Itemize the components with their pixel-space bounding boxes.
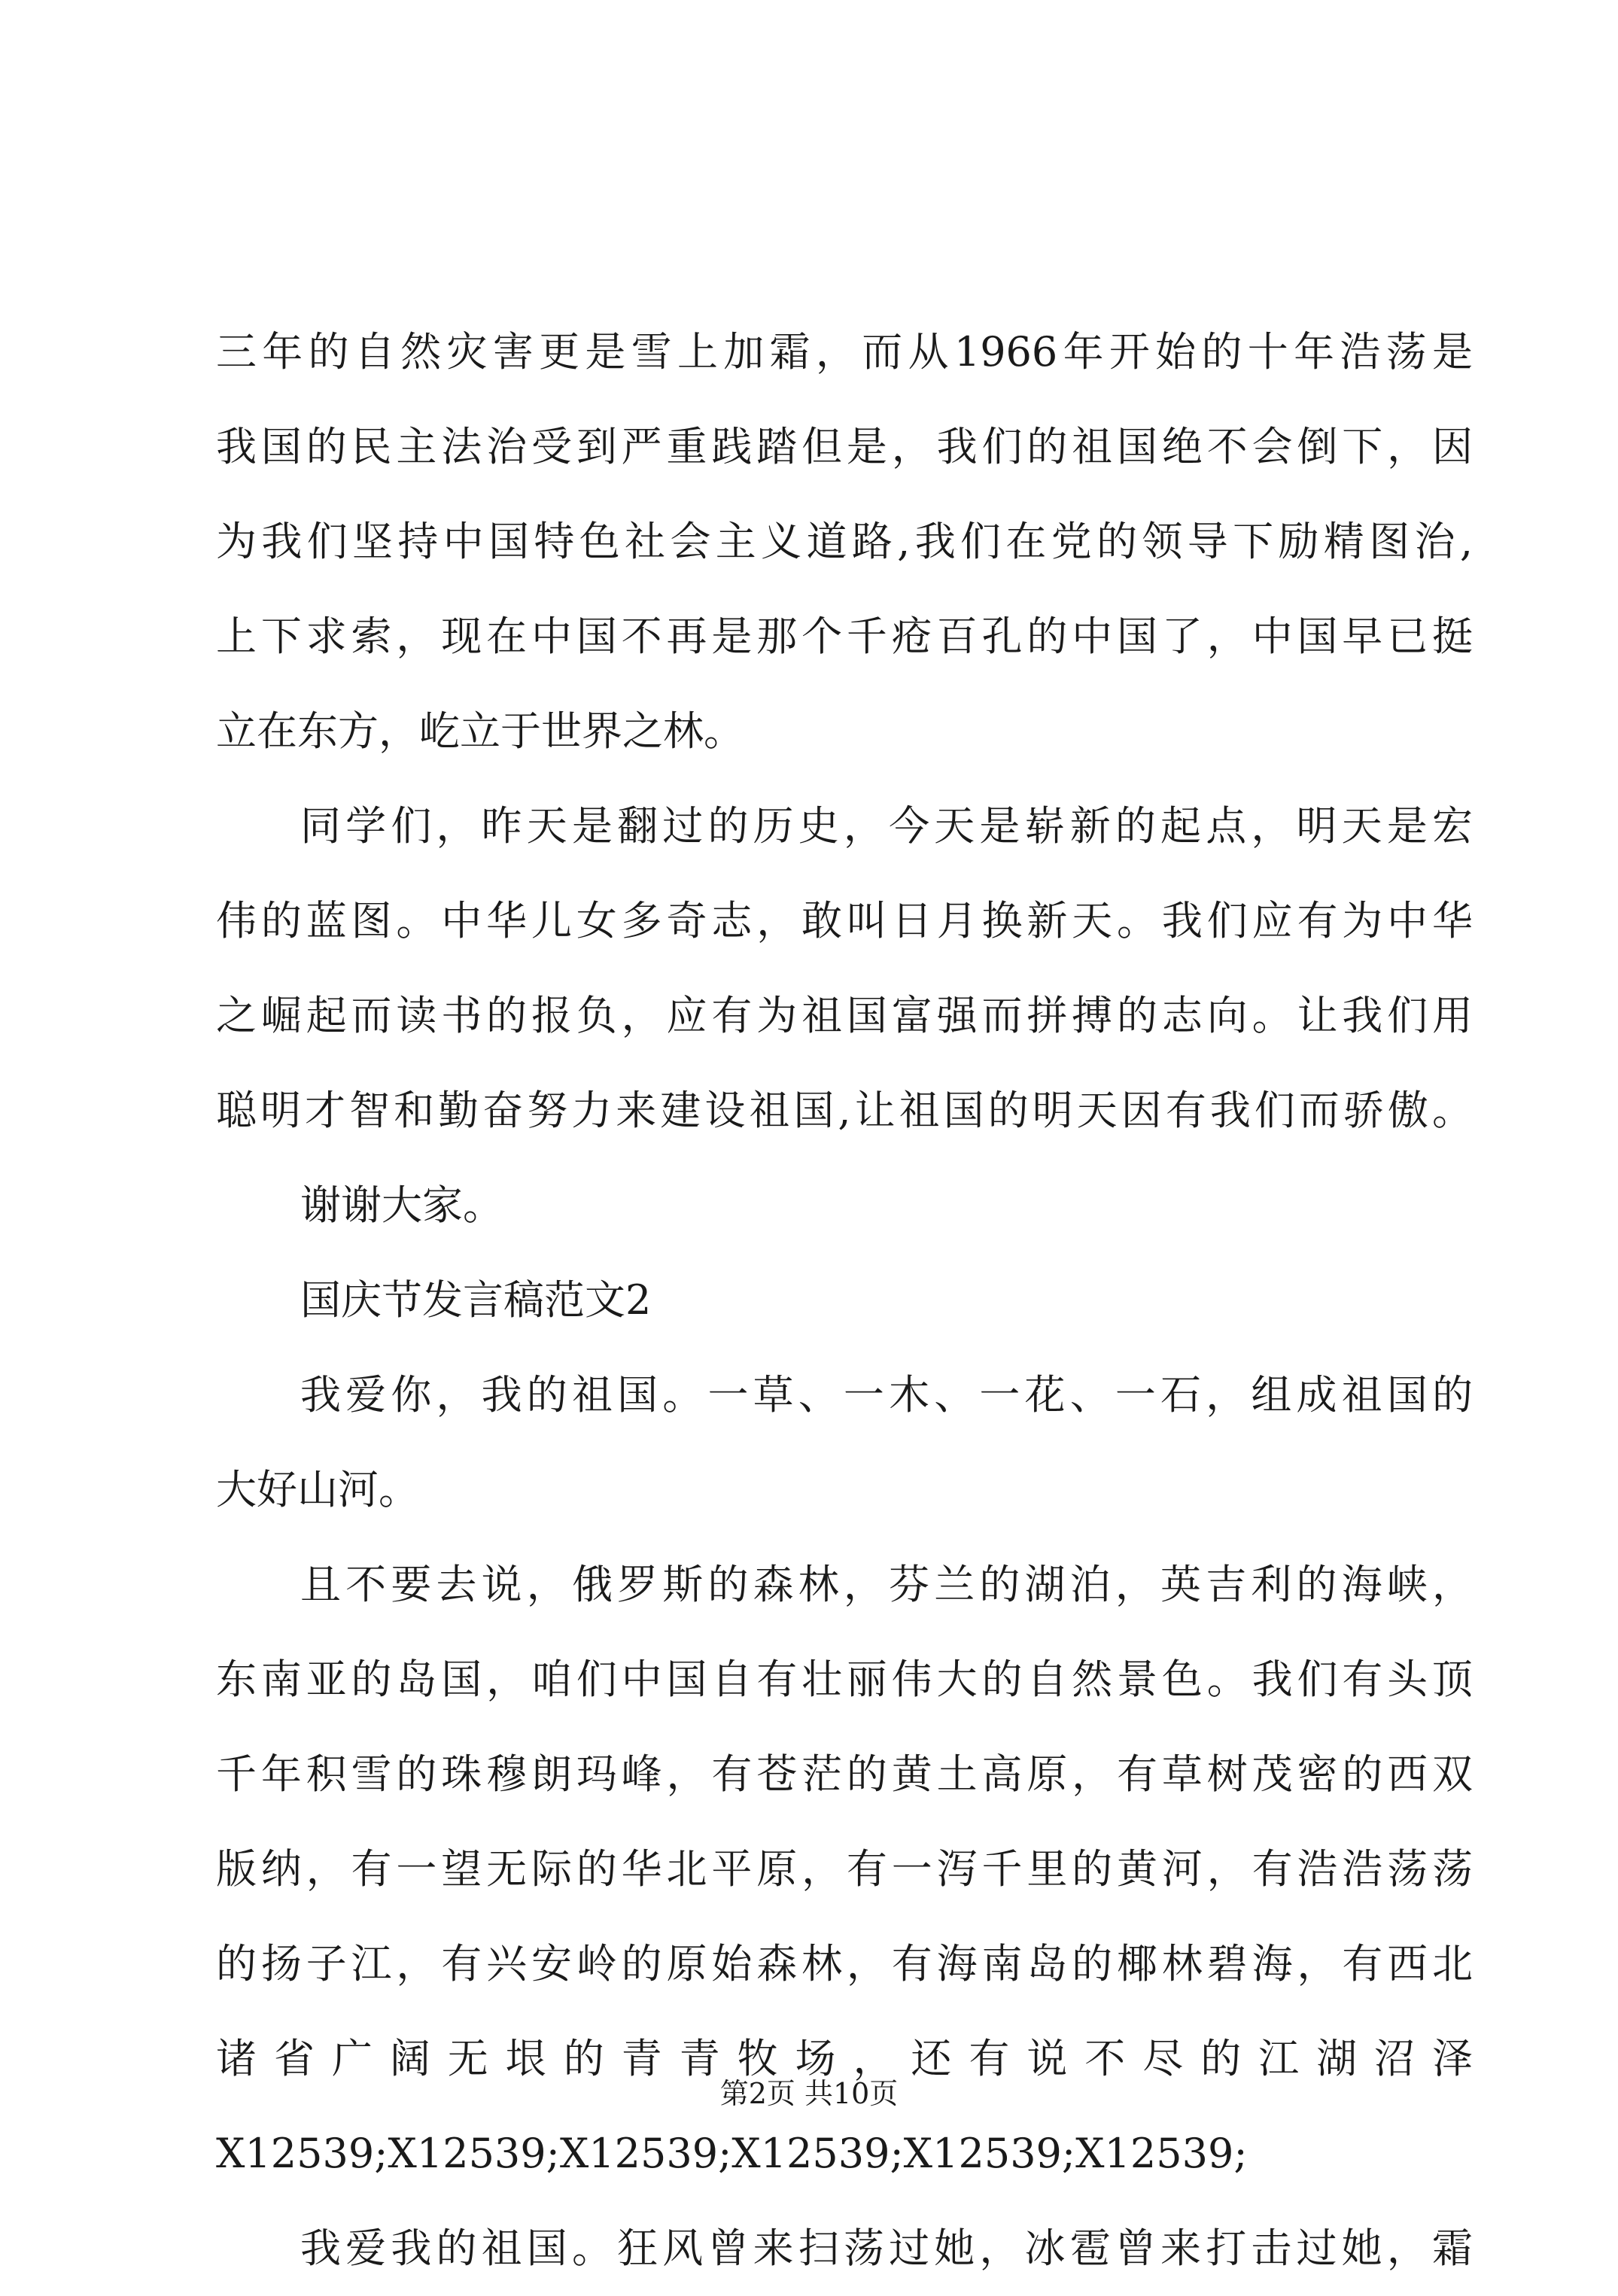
text-line: X12539;X12539;X12539;X12539;X12539;X12539; [216,2130,1248,2177]
paragraph-start-line: 我爱你，我的祖国。一草、一木、一花、一石，组成祖国的 [300,1371,1473,1419]
text-line: 立在东方，屹立于世界之林。 [216,707,744,755]
text-line: 东南亚的岛国，咱们中国自有壮丽伟大的自然景色。我们有头顶 [216,1656,1473,1703]
text-line: 大好山河。 [216,1466,419,1513]
text-line: 为我们坚持中国特色社会主义道路,我们在党的领导下励精图治, [216,518,1473,565]
text-line: 版纳，有一望无际的华北平原，有一泻千里的黄河，有浩浩荡荡 [216,1845,1473,1893]
text-line: 之崛起而读书的报负，应有为祖国富强而拼搏的志向。让我们用 [216,992,1473,1039]
text-line: 诸省广阔无垠的青青牧场，还有说不尽的江湖沼泽 [216,2035,1473,2082]
paragraph-start-line: 同学们，昨天是翻过的历史，今天是崭新的起点，明天是宏 [300,802,1473,850]
paragraph-start-line: 谢谢大家。 [300,1181,503,1229]
page-footer: 第2页 共10页 [719,2077,899,2110]
paragraph-start-line: 且不要去说，俄罗斯的森林，芬兰的湖泊，英吉利的海峡， [300,1561,1473,1608]
paragraph-start-line: 我爱我的祖国。狂风曾来扫荡过她，冰雹曾来打击过她，霜 [300,2225,1473,2272]
text-line: 三年的自然灾害更是雪上加霜，而从1966年开始的十年浩荡是 [216,328,1473,376]
text-line: 聪明才智和勤奋努力来建设祖国,让祖国的明天因有我们而骄傲。 [216,1087,1473,1134]
text-line: 的扬子江，有兴安岭的原始森林，有海南岛的椰林碧海，有西北 [216,1940,1473,1987]
text-line: 上下求索，现在中国不再是那个千疮百孔的中国了，中国早已挺 [216,613,1473,660]
section-heading: 国庆节发言稿范文2 [300,1276,652,1324]
text-line: 我国的民主法治受到严重践踏但是，我们的祖国绝不会倒下，因 [216,423,1473,470]
text-line: 伟的蓝图。中华儿女多奇志，敢叫日月换新天。我们应有为中华 [216,897,1473,944]
text-line: 千年积雪的珠穆朗玛峰，有苍茫的黄土高原，有草树茂密的西双 [216,1750,1473,1798]
document-body [216,305,1473,2296]
